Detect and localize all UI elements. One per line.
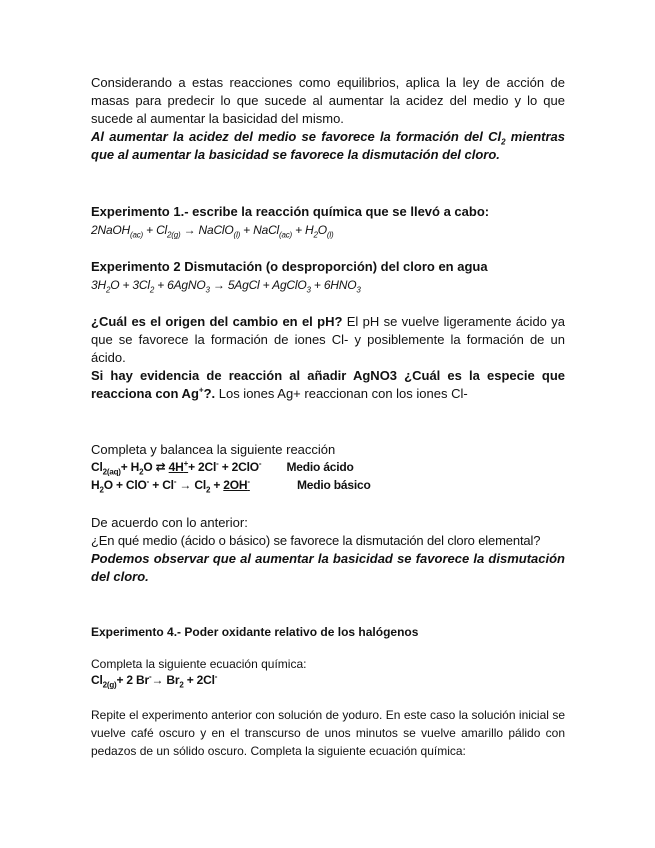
eq-text: 3H (91, 278, 106, 292)
eq-text: Cl (91, 460, 103, 474)
eq-text: + H (120, 460, 140, 474)
eq-sub: (ac) (279, 230, 292, 240)
dismut-lead: De acuerdo con lo anterior: (91, 515, 248, 530)
intro-text: Considerando a estas reacciones como equilibrios, aplica la ley de acción de masas para predecir lo que sucede al aumentar la acidez del medio y lo que sucede al aumentar la basicidad del mismo. (91, 75, 565, 126)
eq-text: + 2Cl (183, 673, 215, 687)
eq-sup: - (146, 477, 150, 486)
acid-equation (91, 459, 354, 477)
eq-text: + 6AgNO (154, 278, 206, 292)
eq-sub: 2 (149, 285, 155, 295)
eq-sup: - (247, 477, 250, 486)
eq-text: → Cl (176, 478, 206, 492)
eq-text: → NaClO (180, 223, 234, 237)
exp2-equation (91, 278, 361, 295)
ph-paragraph (91, 313, 565, 367)
eq-sup: - (173, 477, 177, 486)
eq-sub: 2 (179, 680, 184, 690)
intro-answer-sub: 2 (501, 137, 506, 147)
eq-underlined (169, 460, 188, 474)
eq-text: 2NaOH (91, 223, 131, 237)
eq-sub: 2 (105, 285, 111, 295)
eq-sub: 2 (139, 467, 144, 477)
exp4-prompt: Completa la siguiente ecuación química: (91, 657, 307, 671)
eq-sub: 2 (99, 485, 104, 495)
intro-paragraph (91, 74, 565, 128)
ag-answer: Los iones Ag+ reaccionan con los iones Cl- (215, 386, 468, 401)
ag-question-text: Si hay evidencia de reacción al añadir AgNO3 ¿Cuál es la especie que reacciona con Ag (91, 368, 565, 401)
basic-label: Medio básico (296, 478, 371, 492)
eq-text: 4H (168, 460, 184, 474)
eq-text: + H (291, 223, 314, 237)
exp4-title: Experimento 4.- Poder oxidante relativo de los halógenos (91, 625, 419, 639)
eq-text: → 5AgCl + AgClO (209, 278, 307, 292)
eq-text: O (317, 223, 327, 237)
eq-sub: 2(aq) (102, 467, 121, 477)
eq-sub: (ac) (130, 230, 143, 240)
eq-sub: (l) (233, 230, 241, 240)
balance-prompt: Completa y balancea la siguiente reacción (91, 442, 336, 457)
eq-sub: 2(g) (167, 230, 181, 240)
dismut-question: ¿En qué medio (ácido o básico) se favorece la dismutación del cloro elemental? (91, 533, 541, 548)
eq-text: + Cl (149, 478, 174, 492)
exp1-title: Experimento 1.- escribe la reacción química que se llevó a cabo: (91, 204, 490, 219)
exp4-repeat-paragraph: Repite el experimento anterior con solución de yoduro. En este caso la solución inicial se vuelve café oscuro y en el transcurso de unos minutos se vuelve amarillo pálido con pedazos de un sólido oscuro. Completa la siguiente ecuación química: (91, 708, 565, 758)
basic-equation (91, 477, 371, 495)
eq-text: + NaCl (240, 223, 279, 237)
eq-text: H (91, 478, 100, 492)
eq-sub: 3 (205, 285, 210, 295)
eq-underlined (223, 478, 250, 492)
dismut-answer: Podemos observar que al aumentar la basicidad se favorece la dismutación del cloro. (91, 551, 565, 584)
eq-text: → Br (151, 673, 180, 687)
ag-question-end: ?. (203, 386, 216, 401)
eq-text: + 6HNO (310, 278, 357, 292)
eq-sup: + (183, 459, 189, 468)
intro-answer-part1: Al aumentar la acidez del medio se favorece la formación del Cl (91, 129, 502, 144)
intro-answer (91, 128, 565, 164)
eq-text: + Cl (143, 223, 168, 237)
exp4-equation (91, 672, 218, 690)
ag-paragraph (91, 367, 565, 403)
acid-label: Medio ácido (286, 460, 354, 474)
eq-sup: - (148, 672, 152, 681)
eq-text: 2OH (223, 478, 248, 492)
eq-text: Cl (91, 673, 103, 687)
eq-sub: 3 (356, 285, 361, 295)
eq-text: + 2Cl (188, 460, 217, 474)
exp1-equation (91, 223, 334, 240)
eq-sub: 2 (313, 230, 318, 240)
eq-sub: (l) (326, 230, 334, 240)
eq-text: + 2 Br (116, 673, 149, 687)
eq-text: O + 3Cl (110, 278, 150, 292)
intro-answer-part2: mientras que al aumentar la basicidad se favorece la dismutación del cloro. (91, 129, 565, 162)
eq-text: + 2ClO (218, 460, 259, 474)
eq-sub: 3 (306, 285, 311, 295)
eq-sub: 2 (205, 485, 211, 495)
eq-sup: - (258, 459, 262, 468)
eq-sup: - (216, 459, 219, 468)
eq-text: + (210, 478, 224, 492)
eq-sup: - (214, 672, 218, 681)
eq-sub: 2(g) (102, 680, 117, 690)
ph-answer: El pH se vuelve ligeramente ácido ya que se favorece la formación de iones Cl- y posiblemente la formación de un ácido. (91, 314, 565, 365)
ag-question-sup: + (198, 385, 204, 395)
eq-text: O ⇄ (143, 460, 169, 474)
exp2-title: Experimento 2 Dismutación (o desproporción) del cloro en agua (91, 259, 488, 274)
ph-question: ¿Cuál es el origen del cambio en el pH? (91, 314, 343, 329)
eq-text: O + ClO (103, 478, 147, 492)
